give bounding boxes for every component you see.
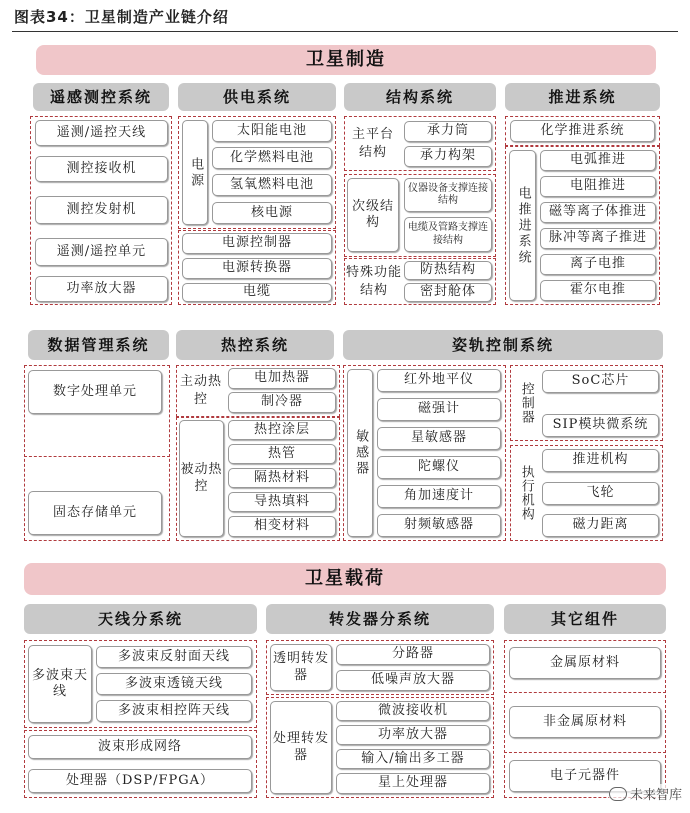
attitude-actuator-label: 执行机构 <box>518 465 534 521</box>
power-header: 供电系统 <box>178 83 336 111</box>
structure-special-item: 防热结构 <box>404 261 492 280</box>
attitude-sensor-item: 射频敏感器 <box>377 514 501 537</box>
thermal-active-label: 主动热控 <box>179 374 222 407</box>
propulsion-electric-item: 磁等离子体推进 <box>540 202 656 223</box>
ttc-item: 测控发射机 <box>35 196 168 224</box>
watermark <box>609 784 682 803</box>
payload-banner: 卫星载荷 <box>24 563 666 595</box>
structure-special-label: 特殊功能结构 <box>346 264 403 298</box>
propulsion-chemical: 化学推进系统 <box>510 120 655 142</box>
structure-secondary-item: 电缆及管路支撑连接结构 <box>404 217 492 252</box>
other-item: 电子元器件 <box>509 760 661 792</box>
antenna-multibeam-item: 多波束相控阵天线 <box>96 700 252 722</box>
antenna-multibeam-item: 多波束反射面天线 <box>96 646 252 668</box>
attitude-controller-label: 控制器 <box>518 382 534 424</box>
transponder-transparent-item: 低噪声放大器 <box>336 670 490 691</box>
attitude-actuator-item: 磁力距离 <box>542 514 659 537</box>
data-mgmt-header: 数据管理系统 <box>28 330 169 360</box>
thermal-passive-item: 热控涂层 <box>228 420 336 440</box>
attitude-sensor-label: 敏感器 <box>347 369 373 537</box>
other-divider <box>504 692 666 693</box>
figure-title: 图表34：卫星制造产业链介绍 <box>14 8 229 26</box>
antenna-multibeam-label: 多波束天线 <box>28 645 92 723</box>
structure-main-item: 承力构架 <box>404 146 492 167</box>
attitude-sensor-item: 磁强计 <box>377 398 501 421</box>
thermal-passive-item: 隔热材料 <box>228 468 336 488</box>
other-item: 非金属原材料 <box>509 706 661 738</box>
thermal-active-item: 电加热器 <box>228 368 336 389</box>
transponder-processing-item: 微波接收机 <box>336 701 490 721</box>
data-mgmt-divider <box>24 456 170 457</box>
propulsion-electric-item: 电弧推进 <box>540 150 656 171</box>
transponder-processing-item: 星上处理器 <box>336 773 490 794</box>
ttc-item: 测控接收机 <box>35 156 168 182</box>
propulsion-electric-item: 脉冲等离子推进 <box>540 228 656 249</box>
attitude-controller-item: SIP模块微系统 <box>542 414 659 437</box>
attitude-header: 姿轨控制系统 <box>343 330 663 360</box>
power-source-item: 化学燃料电池 <box>212 147 332 169</box>
attitude-sensor-item: 星敏感器 <box>377 427 501 450</box>
thermal-passive-item: 导热填料 <box>228 492 336 512</box>
propulsion-header: 推进系统 <box>505 83 660 111</box>
power-item: 电缆 <box>182 283 332 302</box>
manufacturing-banner: 卫星制造 <box>36 45 656 75</box>
propulsion-electric-item: 电阻推进 <box>540 176 656 197</box>
attitude-controller-item: SoC芯片 <box>542 370 659 393</box>
transponder-header: 转发器分系统 <box>266 604 494 634</box>
thermal-passive-item: 热管 <box>228 444 336 464</box>
attitude-sensor-item: 角加速度计 <box>377 485 501 508</box>
thermal-passive-label: 被动热控 <box>179 420 224 537</box>
structure-secondary-item: 仪器设备支撑连接结构 <box>404 178 492 212</box>
wechat-icon <box>609 787 627 801</box>
transponder-processing-label: 处理转发器 <box>270 701 332 794</box>
transponder-processing-item: 功率放大器 <box>336 725 490 745</box>
attitude-sensor-item: 红外地平仪 <box>377 369 501 392</box>
other-divider <box>504 752 666 753</box>
thermal-passive-item: 相变材料 <box>228 516 336 537</box>
power-source-item: 太阳能电池 <box>212 120 332 142</box>
propulsion-electric-item: 霍尔电推 <box>540 280 656 301</box>
antenna-item: 处理器（DSP/FPGA） <box>28 769 252 793</box>
structure-secondary-label: 次级结构 <box>347 178 399 252</box>
transponder-processing-item: 输入/输出多工器 <box>336 749 490 769</box>
ttc-header: 遥感测控系统 <box>33 83 169 111</box>
power-item: 电源转换器 <box>182 258 332 279</box>
propulsion-electric-item: 离子电推 <box>540 254 656 275</box>
antenna-item: 波束形成网络 <box>28 735 252 759</box>
thermal-header: 热控系统 <box>176 330 334 360</box>
structure-special-item: 密封舱体 <box>404 283 492 302</box>
other-header: 其它组件 <box>504 604 666 634</box>
transponder-transparent-item: 分路器 <box>336 644 490 665</box>
power-source-item: 核电源 <box>212 202 332 224</box>
structure-main-label: 主平台结构 <box>351 127 394 160</box>
antenna-header: 天线分系统 <box>24 604 257 634</box>
attitude-actuator-item: 飞轮 <box>542 482 659 505</box>
antenna-multibeam-item: 多波束透镜天线 <box>96 673 252 695</box>
data-mgmt-item: 固态存储单元 <box>28 491 162 535</box>
propulsion-electric-label: 电推进系统 <box>509 150 536 301</box>
power-source-item: 氢氧燃料电池 <box>212 174 332 196</box>
title-rule <box>12 31 678 32</box>
ttc-item: 遥测/遥控天线 <box>35 120 168 146</box>
other-item: 金属原材料 <box>509 647 661 679</box>
ttc-item: 遥测/遥控单元 <box>35 238 168 266</box>
power-source-label: 电源 <box>182 120 208 225</box>
watermark-text: 未来智库 <box>629 788 682 803</box>
power-item: 电源控制器 <box>182 233 332 254</box>
attitude-sensor-item: 陀螺仪 <box>377 456 501 479</box>
data-mgmt-item: 数字处理单元 <box>28 370 162 414</box>
transponder-transparent-label: 透明转发器 <box>270 644 332 691</box>
structure-header: 结构系统 <box>344 83 496 111</box>
ttc-item: 功率放大器 <box>35 276 168 302</box>
structure-main-item: 承力筒 <box>404 121 492 142</box>
thermal-active-item: 制冷器 <box>228 392 336 413</box>
attitude-actuator-item: 推进机构 <box>542 449 659 472</box>
